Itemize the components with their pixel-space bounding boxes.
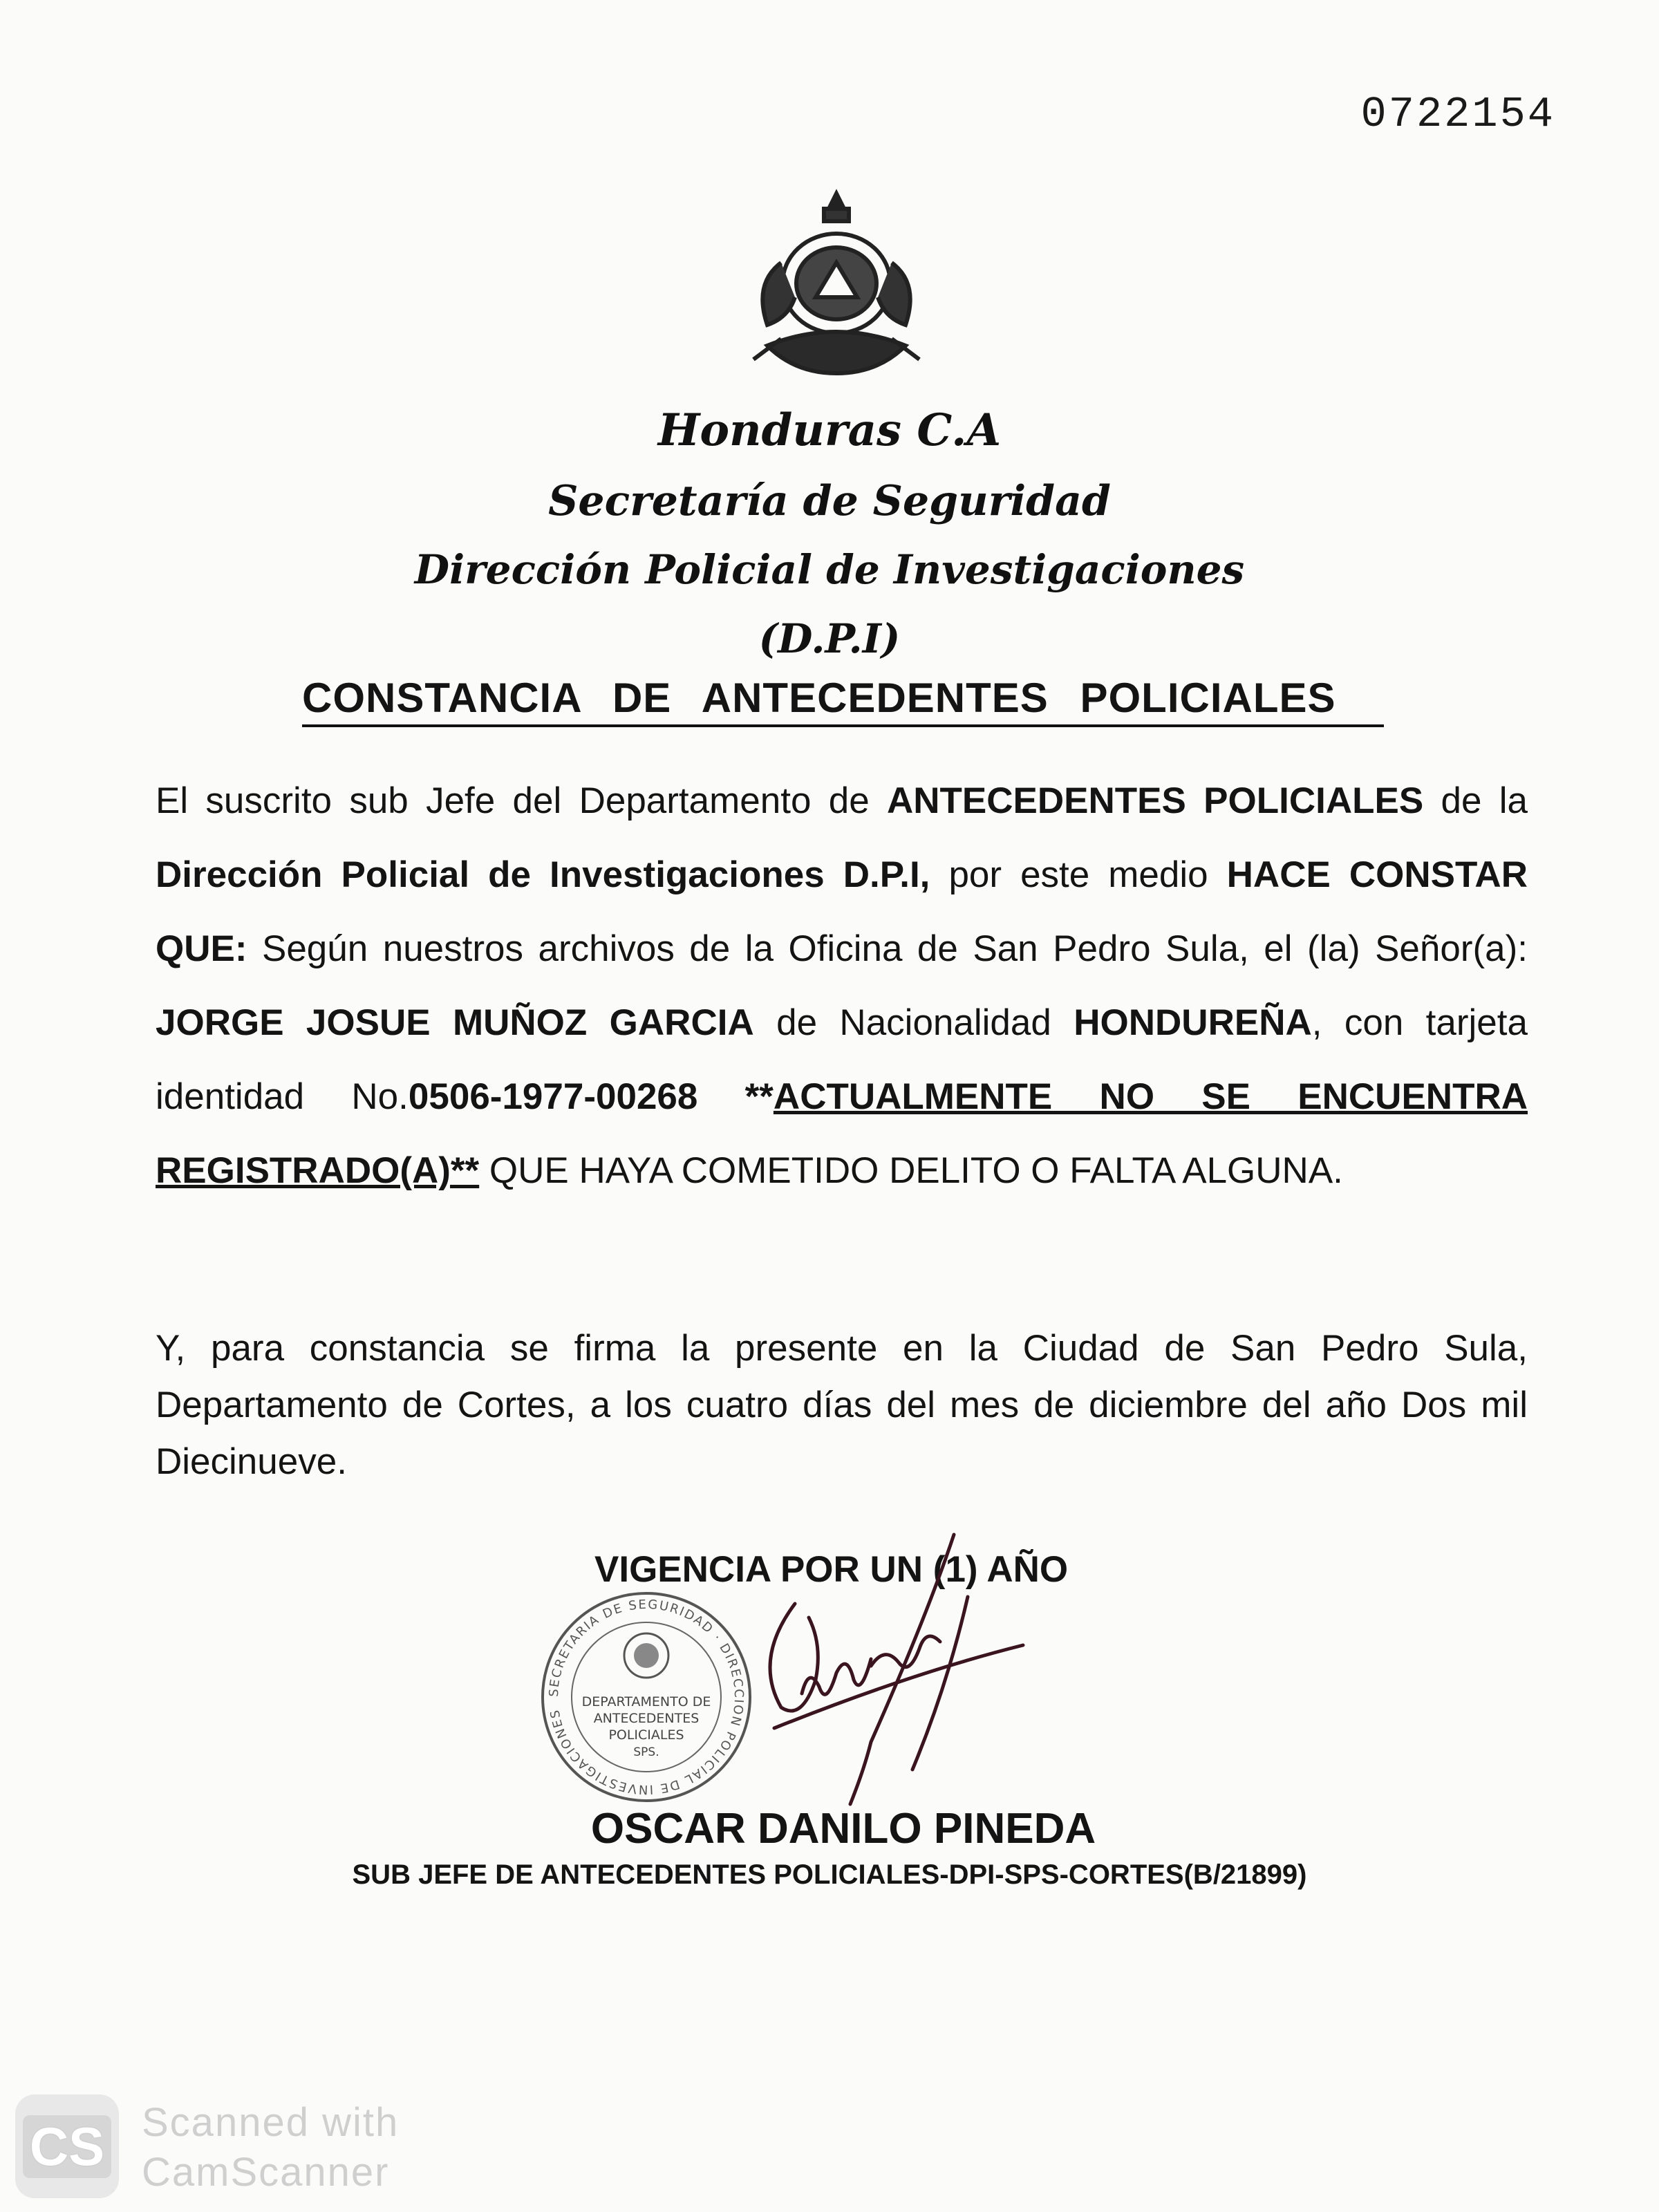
p1-text-6: , con tarjeta identidad No. <box>156 1002 1528 1117</box>
watermark-line-2: CamScanner <box>142 2150 390 2195</box>
header-abbreviation: (D.P.I) <box>758 615 901 662</box>
stamp-outer-text: SECRETARIA DE SEGURIDAD · DIRECCION POLICIAL DE INVESTIGACIONES <box>546 1597 747 1797</box>
camscanner-watermark <box>142 2098 399 2197</box>
header-directorate: Dirección Policial de Investigaciones <box>414 546 1245 593</box>
coat-of-arms-icon <box>740 187 933 394</box>
record-status: ACTUALMENTE NO SE ENCUENTRA REGISTRADO(A)** <box>156 1076 1528 1191</box>
identity-number: 0506-1977-00268 <box>408 1076 698 1117</box>
p1-bold-department: ANTECEDENTES POLICIALES <box>886 780 1424 821</box>
document-title: CONSTANCIA DE ANTECEDENTES POLICIALES <box>302 674 1384 727</box>
nationality: HONDUREÑA <box>1074 1002 1312 1043</box>
closing-paragraph: Y, para constancia se firma la presente en la Ciudad de San Pedro Sula, Departamento de Cortes, a los cuatro días del mes de diciembre del año Dos mil Diecinueve. <box>156 1328 1528 1482</box>
watermark-line-1: Scanned with <box>142 2100 400 2145</box>
camscanner-logo <box>15 2094 119 2198</box>
header-ministry: Secretaría de Seguridad <box>548 477 1111 525</box>
handwritten-signature <box>733 1521 1051 1811</box>
p1-text-7: QUE HAYA COMETIDO DELITO O FALTA ALGUNA. <box>479 1150 1343 1191</box>
p1-text-1: El suscrito sub Jefe del Departamento de <box>156 780 887 821</box>
stamp-line-4: SPS. <box>633 1745 659 1759</box>
stamp-line-1: DEPARTAMENTO DE <box>581 1694 711 1709</box>
stamp-line-2: ANTECEDENTES <box>593 1711 700 1726</box>
camscanner-logo-text: CS <box>23 2115 111 2178</box>
p1-bold-hace-constar: HACE CONSTAR QUE: <box>156 854 1528 969</box>
p1-text-5: de Nacionalidad <box>753 1002 1074 1043</box>
p1-text-2: de la <box>1423 780 1528 821</box>
p1-bold-directorate: Dirección Policial de Investigaciones D.P.I, <box>156 854 930 895</box>
header-country: Honduras C.A <box>657 404 1002 456</box>
person-name: JORGE JOSUE MUÑOZ GARCIA <box>156 1002 754 1043</box>
signer-name: OSCAR DANILO PINEDA <box>590 1805 1096 1853</box>
certification-paragraph <box>156 764 1528 1208</box>
p1-asterisks: ** <box>697 1076 774 1117</box>
p1-text-4: Según nuestros archivos de la Oficina de San Pedro Sula, el (la) Señor(a): <box>247 928 1528 969</box>
serial-number: 0722154 <box>1360 90 1555 139</box>
p1-text-3: por este medio <box>930 854 1227 895</box>
validity-statement: VIGENCIA POR UN (1) AÑO <box>594 1549 1069 1590</box>
official-stamp <box>532 1583 760 1811</box>
stamp-line-3: POLICIALES <box>608 1727 684 1743</box>
signer-title: SUB JEFE DE ANTECEDENTES POLICIALES-DPI-SPS-CORTES(B/21899) <box>352 1859 1307 1890</box>
